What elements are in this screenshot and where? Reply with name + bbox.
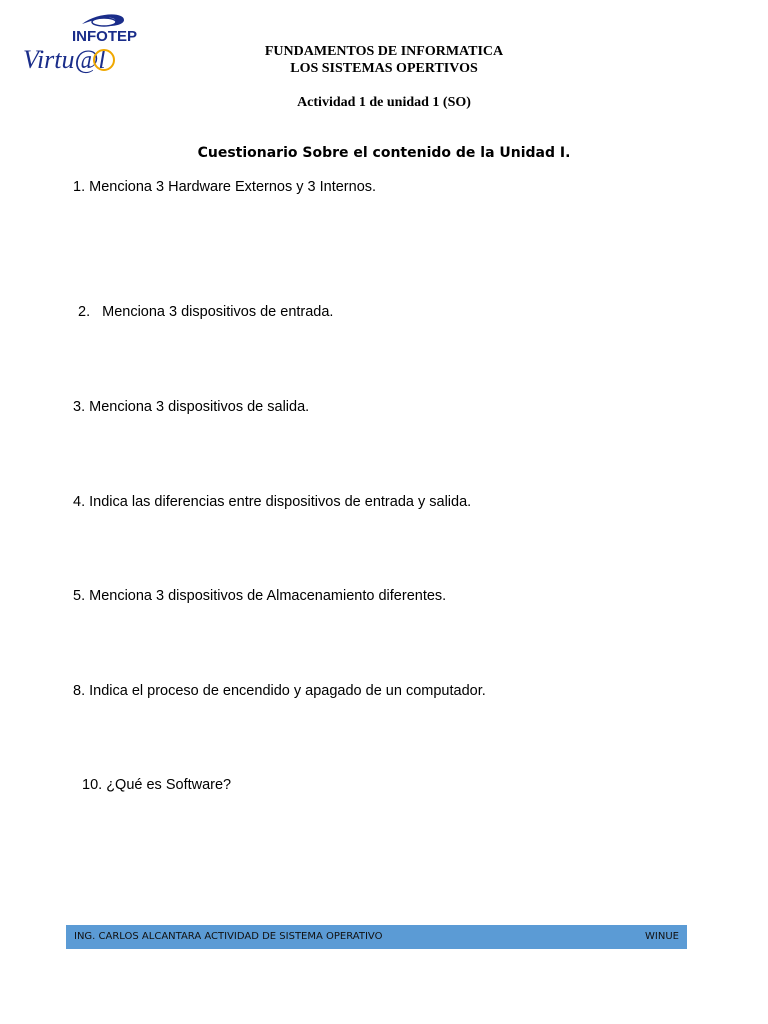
footer-code-text: WINUE <box>645 931 679 942</box>
question-text: Menciona 3 Hardware Externos y 3 Internos. <box>89 179 377 195</box>
question-number: 4. <box>73 494 86 510</box>
question-item <box>82 777 231 793</box>
logo-brand-text: INFOTEP <box>72 28 138 45</box>
question-text: Menciona 3 dispositivos de salida. <box>89 399 310 415</box>
question-item <box>73 588 446 604</box>
question-item <box>78 304 333 320</box>
activity-title: Actividad 1 de unidad 1 (SO) <box>297 95 471 110</box>
question-number: 2. <box>78 304 91 320</box>
question-text: Indica las diferencias entre dispositivos de entrada y salida. <box>89 494 472 510</box>
question-item <box>73 179 376 195</box>
question-number: 3. <box>73 399 86 415</box>
question-number: 5. <box>73 588 86 604</box>
page-footer <box>66 925 687 949</box>
doc-title-line1: FUNDAMENTOS DE INFORMATICA <box>264 44 504 59</box>
footer-author-text: ING. CARLOS ALCANTARA ACTIVIDAD DE SISTEMA OPERATIVO <box>74 931 383 942</box>
question-item <box>73 683 486 699</box>
question-item <box>73 494 471 510</box>
question-number: 10. <box>82 777 103 793</box>
question-item <box>73 399 309 415</box>
question-number: 8. <box>73 683 86 699</box>
logo-script-text: Virtu@l <box>23 45 106 74</box>
question-text: Menciona 3 dispositivos de entrada. <box>102 304 334 320</box>
question-text: ¿Qué es Software? <box>106 777 232 793</box>
question-text: Menciona 3 dispositivos de Almacenamiento diferentes. <box>89 588 447 604</box>
question-text: Indica el proceso de encendido y apagado de un computador. <box>89 683 486 699</box>
question-number: 1. <box>73 179 86 195</box>
doc-title-line2: LOS SISTEMAS OPERTIVOS <box>290 61 478 76</box>
questionnaire-subtitle: Cuestionario Sobre el contenido de la Unidad I. <box>197 145 571 161</box>
